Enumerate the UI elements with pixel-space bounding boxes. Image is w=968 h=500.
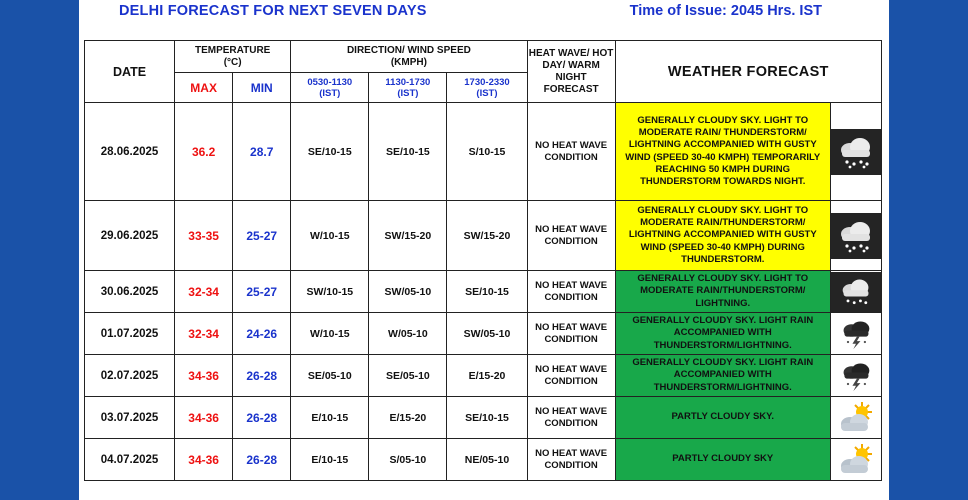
row-max-temp: 32-34 bbox=[175, 313, 233, 355]
table-row bbox=[85, 355, 882, 397]
row-wind-2: W/05-10 bbox=[369, 313, 447, 355]
row-forecast: GENERALLY CLOUDY SKY. LIGHT RAIN ACCOMPANIED WITH THUNDERSTORM/LIGHTNING. bbox=[615, 313, 830, 355]
partly-cloudy-icon bbox=[836, 442, 876, 478]
row-heatwave: NO HEAT WAVE CONDITION bbox=[527, 355, 615, 397]
row-wind-3: S/10-15 bbox=[447, 103, 527, 201]
forecast-sheet bbox=[79, 0, 889, 500]
row-wind-1: W/10-15 bbox=[291, 313, 369, 355]
row-date: 02.07.2025 bbox=[85, 355, 175, 397]
row-wind-3: SW/15-20 bbox=[447, 201, 527, 271]
row-heatwave: NO HEAT WAVE CONDITION bbox=[527, 397, 615, 439]
row-heatwave: NO HEAT WAVE CONDITION bbox=[527, 271, 615, 313]
row-wind-3: SE/10-15 bbox=[447, 271, 527, 313]
row-icon-cell bbox=[830, 103, 881, 201]
row-icon-cell bbox=[830, 397, 881, 439]
row-forecast: PARTLY CLOUDY SKY bbox=[615, 439, 830, 481]
row-wind-2: SW/15-20 bbox=[369, 201, 447, 271]
table-row bbox=[85, 271, 882, 313]
row-min-temp: 28.7 bbox=[233, 103, 291, 201]
row-forecast: GENERALLY CLOUDY SKY. LIGHT TO MODERATE RAIN/THUNDERSTORM/ LIGHTNING ACCOMPANIED WITH GUSTY WIND (SPEED 30-40 KMPH) DURING THUNDERSTORM. bbox=[615, 201, 830, 271]
table-row bbox=[85, 313, 882, 355]
row-wind-1: SW/10-15 bbox=[291, 271, 369, 313]
row-wind-1: SE/10-15 bbox=[291, 103, 369, 201]
forecast-table bbox=[84, 40, 882, 481]
row-wind-1: W/10-15 bbox=[291, 201, 369, 271]
row-wind-1: E/10-15 bbox=[291, 439, 369, 481]
row-min-temp: 25-27 bbox=[233, 201, 291, 271]
row-wind-3: E/15-20 bbox=[447, 355, 527, 397]
row-max-temp: 34-36 bbox=[175, 439, 233, 481]
row-wind-2: E/15-20 bbox=[369, 397, 447, 439]
row-icon-cell bbox=[830, 439, 881, 481]
row-wind-2: SE/10-15 bbox=[369, 103, 447, 201]
row-wind-3: NE/05-10 bbox=[447, 439, 527, 481]
header-date: DATE bbox=[85, 41, 175, 103]
table-row bbox=[85, 103, 882, 201]
row-forecast: PARTLY CLOUDY SKY. bbox=[615, 397, 830, 439]
row-icon-cell bbox=[830, 201, 881, 271]
header-wind-slot-2: 1130-1730 (IST) bbox=[369, 73, 447, 103]
row-min-temp: 24-26 bbox=[233, 313, 291, 355]
row-max-temp: 33-35 bbox=[175, 201, 233, 271]
row-forecast: GENERALLY CLOUDY SKY. LIGHT RAIN ACCOMPANIED WITH THUNDERSTORM/LIGHTNING. bbox=[615, 355, 830, 397]
row-min-temp: 26-28 bbox=[233, 355, 291, 397]
issue-time: Time of Issue: 2045 Hrs. IST bbox=[629, 3, 822, 19]
row-date: 28.06.2025 bbox=[85, 103, 175, 201]
table-row bbox=[85, 201, 882, 271]
header-weather-forecast: WEATHER FORECAST bbox=[615, 41, 881, 103]
thunderstorm-icon bbox=[838, 360, 874, 392]
row-date: 04.07.2025 bbox=[85, 439, 175, 481]
row-date: 03.07.2025 bbox=[85, 397, 175, 439]
header-wind: DIRECTION/ WIND SPEED (KMPH) bbox=[291, 41, 527, 73]
cloud-rain-icon bbox=[836, 134, 876, 170]
row-max-temp: 34-36 bbox=[175, 355, 233, 397]
header-wind-slot-3: 1730-2330 (IST) bbox=[447, 73, 527, 103]
row-wind-2: S/05-10 bbox=[369, 439, 447, 481]
row-wind-1: E/10-15 bbox=[291, 397, 369, 439]
row-icon-cell bbox=[830, 355, 881, 397]
thunderstorm-icon bbox=[838, 318, 874, 350]
row-wind-2: SW/05-10 bbox=[369, 271, 447, 313]
row-min-temp: 25-27 bbox=[233, 271, 291, 313]
row-wind-3: SW/05-10 bbox=[447, 313, 527, 355]
row-forecast: GENERALLY CLOUDY SKY. LIGHT TO MODERATE RAIN/THUNDERSTORM/ LIGHTNING. bbox=[615, 271, 830, 313]
row-icon-cell bbox=[830, 271, 881, 313]
row-heatwave: NO HEAT WAVE CONDITION bbox=[527, 439, 615, 481]
row-max-temp: 34-36 bbox=[175, 397, 233, 439]
row-wind-2: SE/05-10 bbox=[369, 355, 447, 397]
row-icon-cell bbox=[830, 313, 881, 355]
row-date: 30.06.2025 bbox=[85, 271, 175, 313]
row-max-temp: 32-34 bbox=[175, 271, 233, 313]
row-min-temp: 26-28 bbox=[233, 439, 291, 481]
row-wind-1: SE/05-10 bbox=[291, 355, 369, 397]
row-max-temp: 36.2 bbox=[175, 103, 233, 201]
row-min-temp: 26-28 bbox=[233, 397, 291, 439]
header-wind-slot-1: 0530-1130 (IST) bbox=[291, 73, 369, 103]
partly-cloudy-icon bbox=[836, 400, 876, 436]
table-row bbox=[85, 439, 882, 481]
header-min: MIN bbox=[233, 73, 291, 103]
row-date: 01.07.2025 bbox=[85, 313, 175, 355]
header-max: MAX bbox=[175, 73, 233, 103]
row-wind-3: SE/10-15 bbox=[447, 397, 527, 439]
header-temperature: TEMPERATURE (°C) bbox=[175, 41, 291, 73]
cloud-rain-icon bbox=[836, 218, 876, 254]
table-row bbox=[85, 397, 882, 439]
row-heatwave: NO HEAT WAVE CONDITION bbox=[527, 103, 615, 201]
header-heatwave: HEAT WAVE/ HOT DAY/ WARM NIGHT FORECAST bbox=[527, 41, 615, 103]
row-date: 29.06.2025 bbox=[85, 201, 175, 271]
row-forecast: GENERALLY CLOUDY SKY. LIGHT TO MODERATE RAIN/ THUNDERSTORM/ LIGHTNING ACCOMPANIED WITH GUSTY WIND (SPEED 30-40 KMPH) TEMPORARILY REACHING 50 KMPH DURING THUNDERSTORM TOWARDS NIGHT. bbox=[615, 103, 830, 201]
page-title: DELHI FORECAST FOR NEXT SEVEN DAYS bbox=[119, 3, 427, 19]
row-heatwave: NO HEAT WAVE CONDITION bbox=[527, 201, 615, 271]
row-heatwave: NO HEAT WAVE CONDITION bbox=[527, 313, 615, 355]
cloud-rain-icon bbox=[838, 276, 874, 308]
